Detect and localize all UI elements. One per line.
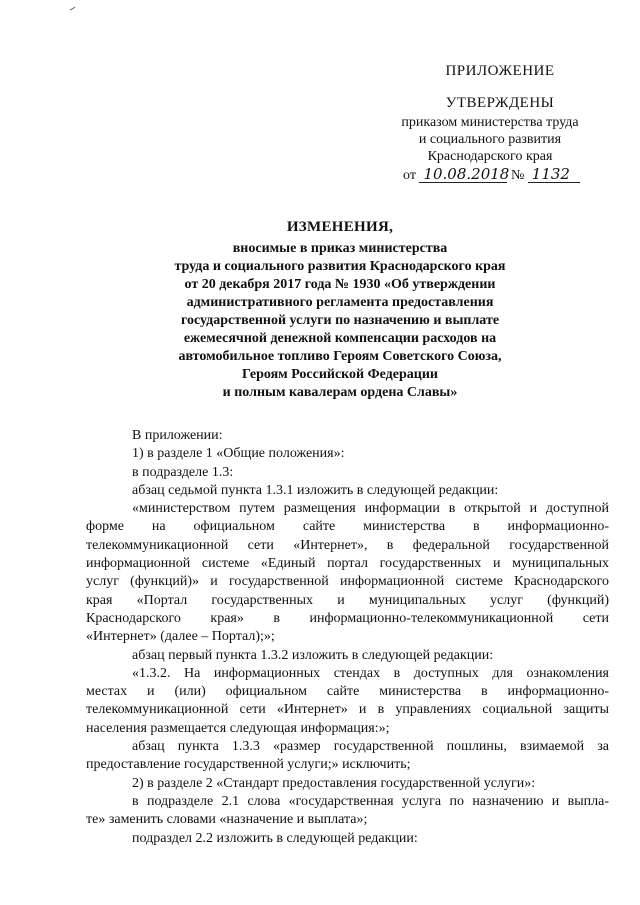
handwritten-date: 10.08.2018 xyxy=(419,167,507,183)
body-line: местах и (или) официальном сайте министерства в информационно- xyxy=(86,684,609,700)
annex-label: ПРИЛОЖЕНИЕ xyxy=(445,63,555,79)
body-line: информационной системе «Единый портал государственных и муниципальных xyxy=(86,556,609,572)
title-line: и полным кавалерам ордена Славы» xyxy=(222,385,458,400)
body-line: населения размещается следующая информация:»; xyxy=(86,720,390,736)
body-line: в подразделе 1.3: xyxy=(132,464,234,480)
body-line: 1) в разделе 1 «Общие положения»: xyxy=(132,446,345,462)
title-heading: ИЗМЕНЕНИЯ, xyxy=(286,219,394,235)
body-line: абзац первый пункта 1.3.2 изложить в следующей редакции: xyxy=(132,647,494,663)
body-line: услуг (функций)» и государственной информационной системе Краснодарского xyxy=(86,574,609,590)
document-body xyxy=(86,427,609,848)
number-sign: № xyxy=(510,168,525,183)
body-line: абзац седьмой пункта 1.3.1 изложить в следующей редакции: xyxy=(132,482,499,498)
title-line: автомобильное топливо Героям Советского Союза, xyxy=(178,349,502,364)
body-line: В приложении: xyxy=(132,428,223,443)
title-line: от 20 декабря 2017 года № 1930 «Об утверждении xyxy=(184,277,496,292)
handwritten-number: 1132 xyxy=(528,167,580,183)
body-line: 2) в разделе 2 «Стандарт предоставления государственной услуги»: xyxy=(132,775,536,791)
approval-line: приказом министерства труда xyxy=(401,115,579,130)
body-line: «1.3.2. На информационных стендах в доступных для ознакомления xyxy=(132,665,609,681)
body-line: форме на официальном сайте министерства в информационно- xyxy=(86,519,609,535)
approval-line: и социального развития xyxy=(418,132,562,147)
approved-label: УТВЕРЖДЕНЫ xyxy=(445,95,555,111)
approval-line: Краснодарского края xyxy=(427,149,553,164)
body-line: абзац пункта 1.3.3 «размер государственной пошлины, взимаемой за xyxy=(132,739,609,755)
body-line: в подразделе 2.1 слова «государственная услуга по назначению и выпла- xyxy=(132,793,609,809)
body-line: края «Портал государственных и муниципальных услуг (функций) xyxy=(86,592,609,608)
body-line: те» заменить словами «назначение и выплата»; xyxy=(86,812,368,828)
body-line: телекоммуникационной сети «Интернет» и в управлениях социальной защиты xyxy=(86,702,609,718)
title-line: вносимые в приказ министерства xyxy=(232,241,448,256)
document-title xyxy=(140,218,540,402)
title-line: ежемесячной денежной компенсации расходов на xyxy=(183,331,497,346)
approval-block xyxy=(380,114,600,165)
body-line: «министерством путем размещения информации в открытой и доступной xyxy=(132,501,609,517)
body-line: «Интернет» (далее – Портал);»; xyxy=(86,629,275,645)
body-line: подраздел 2.2 изложить в следующей редакции: xyxy=(132,830,418,846)
date-prefix: от xyxy=(403,168,416,183)
decree-date-number xyxy=(403,167,580,184)
title-line: административного регламента предоставления xyxy=(186,295,494,310)
body-line: телекоммуникационной сети «Интернет», в федеральной государственной xyxy=(86,537,609,553)
title-line: труда и социального развития Краснодарского края xyxy=(174,259,506,274)
title-line: Героям Российской Федерации xyxy=(242,367,438,382)
body-line: предоставление государственной услуги;» исключить; xyxy=(86,757,411,773)
body-line: Краснодарского края» в информационно-телекоммуникационной сети xyxy=(86,610,609,626)
title-line: государственной услуги по назначению и выплате xyxy=(180,313,500,328)
scan-mark xyxy=(70,7,77,13)
